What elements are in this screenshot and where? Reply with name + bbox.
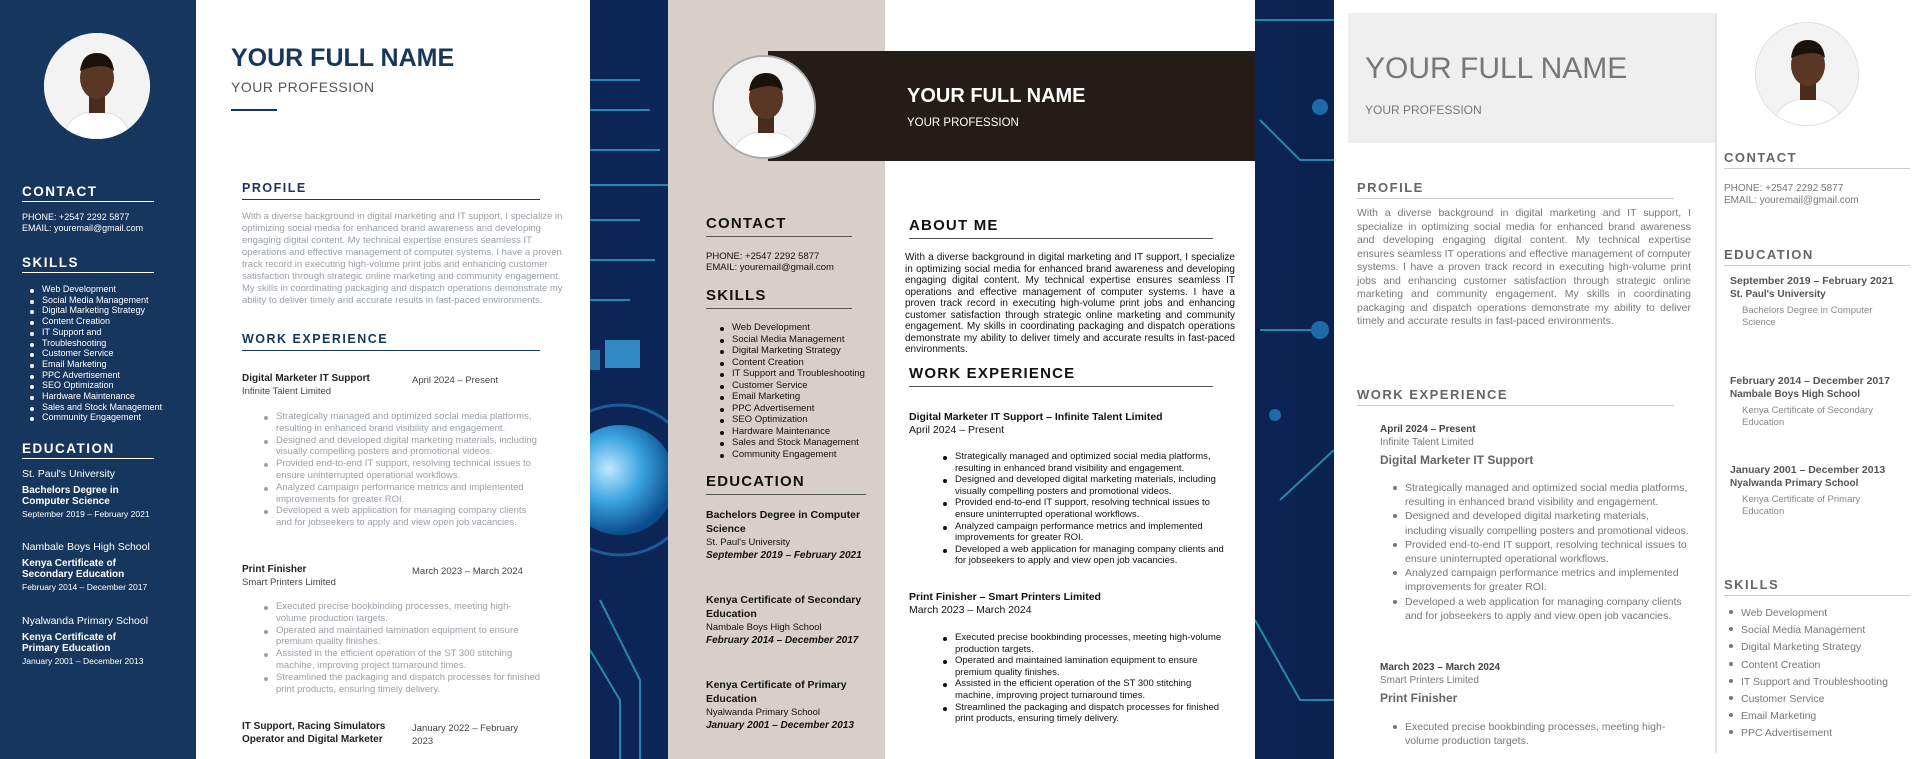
list-item: Hardware Maintenance [718,426,888,438]
profession: YOUR PROFESSION [1365,103,1482,117]
job1-company: Infinite Talent Limited [1380,437,1474,448]
skills-heading: SKILLS [22,255,154,273]
profile-text: With a diverse background in digital marketing and IT support, I specialize in optimizing social media for enhanced brand awareness and developing engaging digital content. My technical expertise ensures seamless IT operations and effective management of computer systems. I have a proven track record in executing high-volume print jobs and enhancing customer satisfaction through strategic online marketing and community engagement. My skills in coordinating packaging and dispatch operations demonstrate my ability to deliver timely and accurate results in fast-paced environments. [1357,207,1691,327]
degree-name: Kenya Certificate of Primary Education [1742,494,1861,517]
edu-dates: January 2001 – December 2013 [706,720,854,731]
degree-name: Kenya Certificate of Secondary Education [1742,405,1873,428]
about-text: With a diverse background in digital marketing and IT support, I specialize in optimizing social media for enhanced brand awareness and developing engaging digital content. My technical expertise ensures seamless IT operations and effective management of computer systems. I have a proven track record in executing high-volume print jobs and enhancing customer satisfaction through strategic online marketing and community engagement. My skills in coordinating packaging and dispatch operations demonstrate my ability to deliver timely and accurate results in fast-paced environments. [905,252,1235,355]
list-item: Content Creation [718,357,888,369]
degree-name: Kenya Certificate of Primary Education [706,679,847,705]
person-photo-icon [1756,22,1858,126]
list-item: Streamlined the packaging and dispatch processes for finished print products, ensuring timely delivery. [262,672,542,696]
list-item: Strategically managed and optimized social media platforms, resulting in enhanced brand visibility and engagement. [262,411,542,435]
skills-heading: SKILLS [706,287,852,309]
job2-company: Smart Printers Limited [242,577,336,588]
education-entry [22,615,192,666]
list-item: Strategically managed and optimized social media platforms, resulting in enhanced brand visibility and engagement. [1391,481,1691,509]
list-item: IT Support and [28,327,198,338]
list-item: Provided end-to-end IT support, resolving technical issues to ensure uninterrupted operational workflows. [941,497,1231,520]
list-item: PPC Advertisement [28,370,198,381]
list-item: Operated and maintained lamination equipment to ensure premium quality finishes. [262,625,542,649]
list-item: Designed and developed digital marketing materials, including visually compelling posters and promotional videos. [1391,509,1691,537]
job2-title: Print Finisher [1380,691,1458,705]
list-item: Email Marketing [718,391,888,403]
edu-dates: September 2019 – February 2021 [706,550,862,561]
degree-name: Kenya Certificate of Secondary Education [706,594,862,620]
job2-dates: March 2023 – March 2024 [909,604,1032,616]
list-item: Provided end-to-end IT support, resolving technical issues to ensure uninterrupted operational workflows. [262,458,542,482]
degree-name: Kenya Certificate of Primary Education [22,632,116,654]
degree-name: Kenya Certificate of Secondary Education [22,558,125,580]
skills-list [718,322,888,460]
list-item: Executed precise bookbinding processes, meeting high-volume production targets. [941,632,1231,655]
profile-text: With a diverse background in digital marketing and IT support, I specialize in optimizing social media for enhanced brand awareness and developing engaging digital content. My technical expertise ensures seamless IT operations and effective management of computer systems. I have a proven track record in executing high-volume print jobs and enhancing customer satisfaction through strategic online marketing and community engagement. My skills in coordinating packaging and dispatch operations demonstrate my ability to deliver timely and accurate results in fast-paced environments. [242,211,563,306]
skills-heading: SKILLS [1724,577,1780,592]
job1-dates: April 2024 – Present [909,424,1005,436]
education-entry [706,508,881,561]
education-rule [1724,265,1910,266]
edu-dates: February 2014 – December 2017 [706,635,859,646]
school-name: Nambale Boys High School [22,541,150,553]
list-item: Executed precise bookbinding processes, meeting high-volume production targets. [262,601,542,625]
profile-heading: PROFILE [242,181,540,200]
contact-rule [1724,168,1910,169]
job1-company: Infinite Talent Limited [242,386,332,397]
job2-dates: March 2023 – March 2024 [1380,662,1501,673]
skills-list [1727,605,1912,743]
list-item: Web Development [1727,605,1912,622]
title-underline [231,109,277,111]
edu-dates: February 2014 – December 2017 [22,582,148,592]
education-heading: EDUCATION [1724,247,1814,262]
school-name: Nambale Boys High School [706,622,822,633]
resume-template-navy[interactable] [0,0,590,759]
phone-text: PHONE: +2547 2292 5877 [1724,183,1844,194]
job2-bullets [262,601,542,695]
list-item: Customer Service [28,348,198,359]
contact-heading: CONTACT [1724,150,1798,165]
email-text: EMAIL: youremail@gmail.com [706,262,834,273]
education-entry [22,541,192,592]
job1-title: Digital Marketer IT Support [1380,453,1534,467]
phone-text: PHONE: +2547 2292 5877 [706,251,820,262]
list-item: Web Development [28,284,198,295]
list-item: Customer Service [1727,691,1912,708]
list-item: PPC Advertisement [1727,725,1912,742]
school-name: Nyalwanda Primary School [22,615,149,627]
job1-dates: April 2024 – Present [412,375,499,386]
profession: YOUR PROFESSION [231,79,375,95]
profile-heading: PROFILE [1357,180,1424,195]
list-item: Content Creation [28,316,198,327]
list-item: PPC Advertisement [718,403,888,415]
contact-heading: CONTACT [706,215,852,237]
skills-list [28,284,198,423]
list-item: Streamlined the packaging and dispatch processes for finished print products, ensuring timely delivery. [941,702,1231,725]
list-item: Assisted in the efficient operation of the ST 300 stitching machine, improving project turnaround times. [262,648,542,672]
job2-title: Print Finisher – Smart Printers Limited [909,591,1101,603]
list-item: Email Marketing [1727,708,1912,725]
list-item: SEO Optimization [28,380,198,391]
edu-dates: September 2019 – February 2021 [22,509,150,519]
list-item: Email Marketing [28,359,198,370]
job1-dates: April 2024 – Present [1380,424,1476,435]
list-item: Sales and Stock Management [718,437,888,449]
list-item: Digital Marketing Strategy [28,305,198,316]
skills-rule [1724,595,1910,596]
list-item: Community Engagement [28,412,198,423]
edu-dates: January 2001 – December 2013 [22,656,144,666]
job2-title: Print Finisher [242,564,307,575]
email-text: EMAIL: youremail@gmail.com [22,223,144,233]
list-item: Digital Marketing Strategy [1727,639,1912,656]
degree-name: Bachelors Degree in Computer Science [22,485,119,507]
resume-template-taupe[interactable] [668,0,1255,759]
about-heading: ABOUT ME [909,217,1213,239]
job1-bullets [941,451,1231,567]
full-name: YOUR FULL NAME [231,44,455,72]
resume2-avatar [712,55,816,159]
school-name: St. Paul's University [706,537,791,548]
education-heading: EDUCATION [706,473,866,495]
job3-title: IT Support, Racing Simulators Operator and Digital Marketer [242,721,386,745]
job2-dates: March 2023 – March 2024 [412,566,523,577]
list-item: Customer Service [718,380,888,392]
education-entry [1730,275,1915,328]
list-item: IT Support and Troubleshooting [1727,674,1912,691]
resume3-avatar [1755,22,1859,126]
resume1-sidebar [0,0,196,759]
list-item: Social Media Management [718,334,888,346]
education-entry [706,593,881,646]
person-photo-icon [714,55,814,159]
school-name: Nyalwanda Primary School [706,707,821,718]
school-name: St. Paul's University [22,468,116,480]
education-entry [1730,375,1915,428]
school-name: Nambale Boys High School [1730,389,1861,400]
list-item: Developed a web application for managing company clients and for jobseekers to apply and view open job vacancies. [941,544,1231,567]
list-item: Designed and developed digital marketing materials, including visually compelling posters and promotional videos. [941,474,1231,497]
list-item: Assisted in the efficient operation of the ST 300 stitching machine, improving project turnaround times. [941,678,1231,701]
full-name: YOUR FULL NAME [1365,52,1628,85]
list-item: Developed a web application for managing company clients and for jobseekers to apply and view open job vacancies. [1391,595,1691,623]
degree-name: Bachelors Degree in Computer Science [706,509,861,535]
list-item: Designed and developed digital marketing materials, including visually compelling posters and promotional videos. [262,435,542,459]
education-entry [22,468,192,519]
email-text: EMAIL: youremail@gmail.com [1724,195,1859,206]
job1-bullets [1391,481,1691,623]
list-item: Developed a web application for managing company clients and for jobseekers to apply and view open job vacancies. [262,505,542,529]
education-heading: EDUCATION [22,441,154,459]
list-item: Community Engagement [718,449,888,461]
column-divider [1715,13,1717,753]
degree-name: Bachelors Degree in Computer Science [1742,305,1873,328]
contact-heading: CONTACT [22,184,154,202]
phone-text: PHONE: +2547 2292 5877 [22,212,130,222]
profession: YOUR PROFESSION [907,117,1019,129]
list-item: Sales and Stock Management [28,402,198,413]
list-item: Executed precise bookbinding processes, meeting high-volume production targets. [1391,720,1691,748]
resume1-avatar [44,33,150,139]
full-name: YOUR FULL NAME [907,85,1086,107]
list-item: Analyzed campaign performance metrics and implemented improvements for greater ROI. [941,521,1231,544]
list-item: SEO Optimization [718,414,888,426]
education-entry [1730,464,1915,517]
list-item: Digital Marketing Strategy [718,345,888,357]
list-item: IT Support and Troubleshooting [718,368,888,380]
profile-rule [1357,198,1674,199]
job1-bullets [262,411,542,529]
school-name: Nyalwanda Primary School [1730,478,1859,489]
list-item: Hardware Maintenance [28,391,198,402]
list-item: Analyzed campaign performance metrics and implemented improvements for greater ROI. [262,482,542,506]
list-item: Provided end-to-end IT support, resolving technical issues to ensure uninterrupted operational workflows. [1391,538,1691,566]
school-name: St. Paul's University [1730,289,1826,300]
person-photo-icon [44,33,150,139]
job1-title: Digital Marketer IT Support – Infinite Talent Limited [909,411,1163,423]
job2-bullets [941,632,1231,725]
list-item: Content Creation [1727,657,1912,674]
edu-dates: January 2001 – December 2013 [1730,464,1886,476]
education-entry [706,678,881,731]
edu-dates: September 2019 – February 2021 [1730,275,1894,287]
work-rule [1357,405,1674,406]
job2-company: Smart Printers Limited [1380,675,1479,686]
list-item: Operated and maintained lamination equipment to ensure premium quality finishes. [941,655,1231,678]
job3-dates: January 2022 – February 2023 [412,723,519,747]
work-heading: WORK EXPERIENCE [242,332,540,351]
job2-bullets [1391,720,1691,748]
work-heading: WORK EXPERIENCE [909,365,1213,387]
list-item: Analyzed campaign performance metrics and implemented improvements for greater ROI. [1391,566,1691,594]
list-item: Troubleshooting [28,338,198,349]
list-item: Strategically managed and optimized social media platforms, resulting in enhanced brand visibility and engagement. [941,451,1231,474]
edu-dates: February 2014 – December 2017 [1730,375,1890,387]
work-heading: WORK EXPERIENCE [1357,387,1509,402]
list-item: Social Media Management [1727,622,1912,639]
job1-title: Digital Marketer IT Support [242,373,370,384]
list-item: Social Media Management [28,295,198,306]
resume-template-grey[interactable] [1334,0,1920,759]
list-item: Web Development [718,322,888,334]
